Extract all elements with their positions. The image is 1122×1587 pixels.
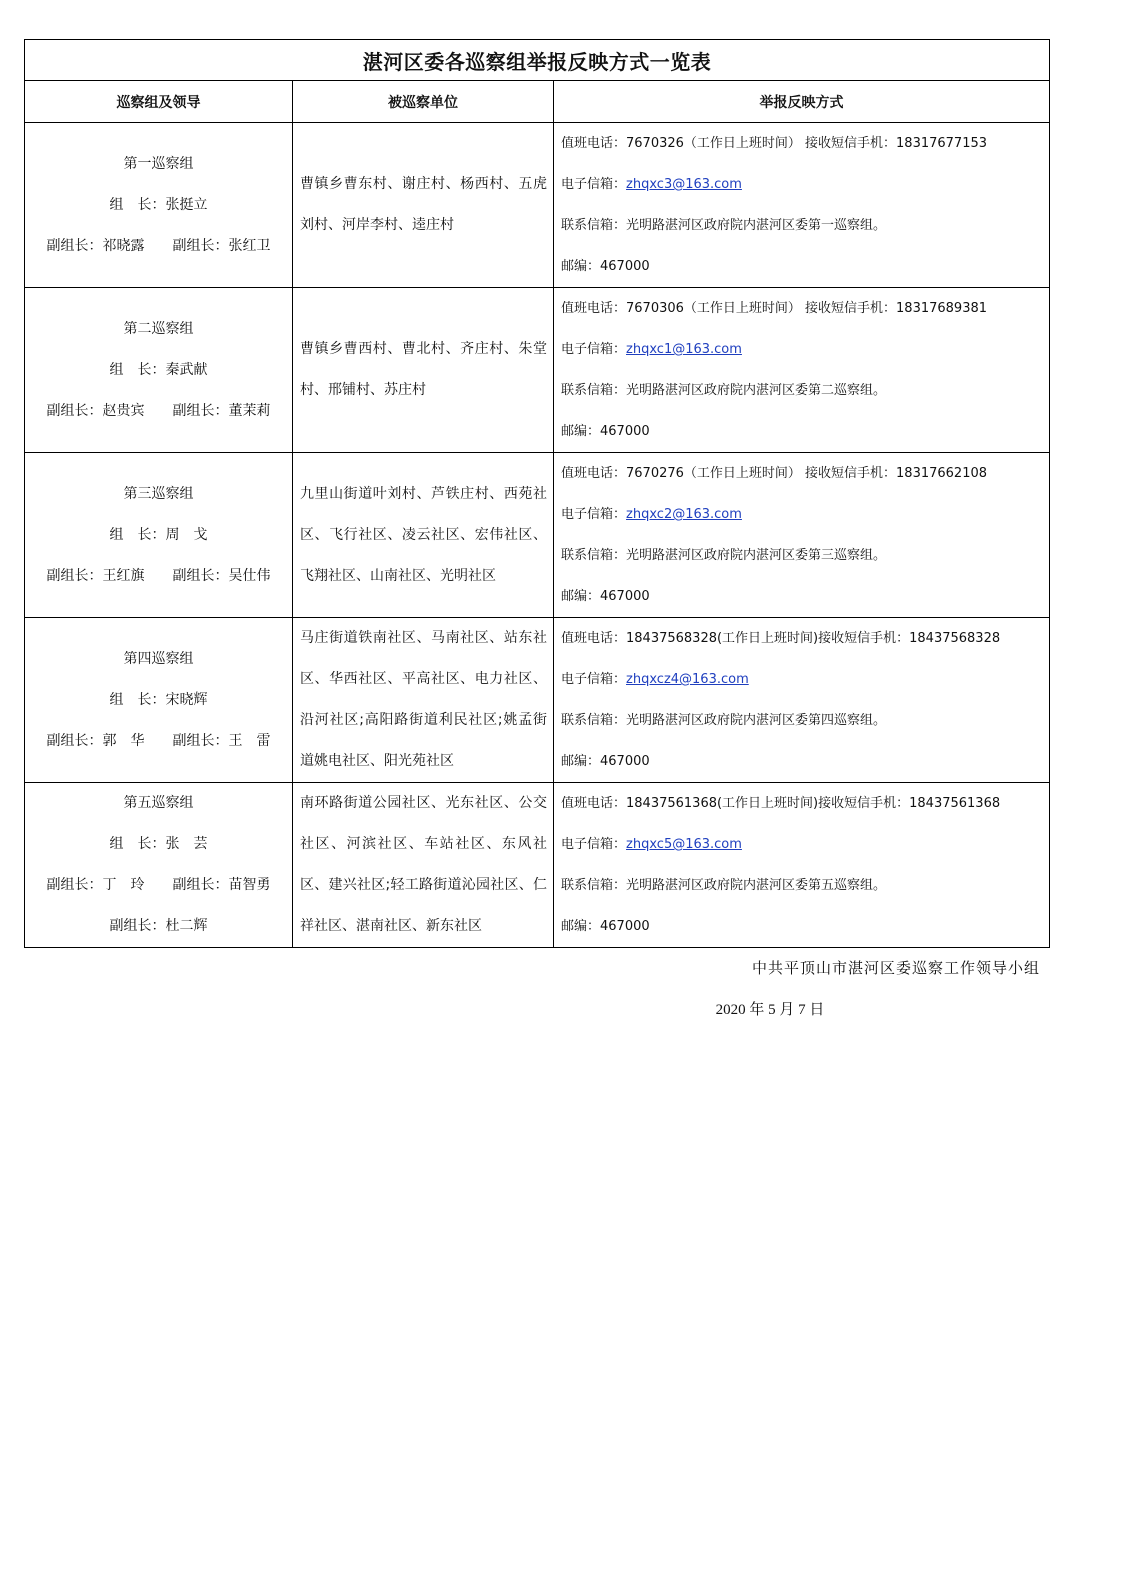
inspected-units-cell: 曹镇乡曹东村、谢庄村、杨西村、五虎刘村、河岸李村、逵庄村 bbox=[293, 123, 554, 288]
group-leaders-cell bbox=[25, 453, 293, 618]
table-row bbox=[25, 783, 1050, 948]
email-link[interactable]: zhqxc3@163.com bbox=[626, 177, 742, 192]
email-label: 电子信箱： bbox=[561, 672, 627, 687]
group-deputies: 副组长：赵贵宾 副组长：董茉莉 bbox=[46, 402, 271, 419]
inspected-units-cell: 曹镇乡曹西村、曹北村、齐庄村、朱堂村、邢铺村、苏庄村 bbox=[293, 288, 554, 453]
email-label: 电子信箱： bbox=[561, 507, 627, 522]
group-leaders-cell bbox=[25, 288, 293, 453]
group-name: 第一巡察组 bbox=[123, 155, 194, 172]
inspected-units-cell: 九里山街道叶刘村、芦铁庄村、西苑社区、飞行社区、凌云社区、宏伟社区、飞翔社区、山南社区、光明社区 bbox=[293, 453, 554, 618]
group-leaders-cell bbox=[25, 783, 293, 948]
page-title: 湛河区委各巡察组举报反映方式一览表 bbox=[25, 40, 1050, 81]
phone-line: 值班电话：7670326（工作日上班时间） 接收短信手机：18317677153 bbox=[561, 136, 988, 151]
mailbox-line: 联系信箱：光明路湛河区政府院内湛河区委第一巡察组。 bbox=[561, 218, 887, 233]
contact-cell bbox=[554, 288, 1050, 453]
email-line bbox=[561, 494, 1049, 535]
group-deputies: 副组长：王红旗 副组长：吴仕伟 bbox=[46, 567, 271, 584]
postcode-line: 邮编：467000 bbox=[561, 259, 650, 274]
table-row bbox=[25, 288, 1050, 453]
contact-cell bbox=[554, 123, 1050, 288]
contact-cell bbox=[554, 453, 1050, 618]
issuing-organization: 中共平顶山市湛河区委巡察工作领导小组 bbox=[751, 959, 1040, 977]
group-name: 第五巡察组 bbox=[123, 795, 194, 811]
postcode-line: 邮编：467000 bbox=[561, 754, 650, 769]
column-header-contact: 举报反映方式 bbox=[554, 81, 1050, 123]
group-leader: 组 长：张 芸 bbox=[109, 836, 208, 852]
phone-line: 值班电话：18437568328(工作日上班时间)接收短信手机：18437568328 bbox=[561, 631, 1001, 646]
group-leader: 组 长：秦武献 bbox=[109, 361, 208, 378]
title-row bbox=[25, 40, 1050, 81]
mailbox-line: 联系信箱：光明路湛河区政府院内湛河区委第四巡察组。 bbox=[561, 713, 887, 728]
email-label: 电子信箱： bbox=[561, 177, 627, 192]
group-deputies: 副组长：丁 玲 副组长：苗智勇 bbox=[46, 877, 271, 893]
header-row bbox=[25, 81, 1050, 123]
email-label: 电子信箱： bbox=[561, 837, 627, 852]
contact-cell bbox=[554, 618, 1050, 783]
phone-line: 值班电话：18437561368(工作日上班时间)接收短信手机：18437561368 bbox=[561, 796, 1001, 811]
group-leader: 组 长：张挺立 bbox=[109, 196, 208, 213]
group-name: 第三巡察组 bbox=[123, 485, 194, 502]
group-deputies-extra: 副组长：杜二辉 bbox=[109, 918, 208, 934]
postcode-line: 邮编：467000 bbox=[561, 589, 650, 604]
phone-line: 值班电话：7670276（工作日上班时间） 接收短信手机：18317662108 bbox=[561, 466, 988, 481]
mailbox-line: 联系信箱：光明路湛河区政府院内湛河区委第二巡察组。 bbox=[561, 383, 887, 398]
email-link[interactable]: zhqxc1@163.com bbox=[626, 342, 742, 357]
table-row bbox=[25, 453, 1050, 618]
postcode-line: 邮编：467000 bbox=[561, 424, 650, 439]
email-label: 电子信箱： bbox=[561, 342, 627, 357]
group-leaders-cell bbox=[25, 618, 293, 783]
group-leader: 组 长：宋晓辉 bbox=[109, 691, 208, 708]
inspected-units-cell: 马庄街道铁南社区、马南社区、站东社区、华西社区、平高社区、电力社区、沿河社区;高阳路街道利民社区;姚孟街道姚电社区、阳光苑社区 bbox=[293, 618, 554, 783]
report-table bbox=[24, 39, 1050, 948]
column-header-group: 巡察组及领导 bbox=[25, 81, 293, 123]
column-header-units: 被巡察单位 bbox=[293, 81, 554, 123]
group-leaders-cell bbox=[25, 123, 293, 288]
phone-line: 值班电话：7670306（工作日上班时间） 接收短信手机：18317689381 bbox=[561, 301, 988, 316]
email-line bbox=[561, 329, 1049, 370]
mailbox-line: 联系信箱：光明路湛河区政府院内湛河区委第五巡察组。 bbox=[561, 878, 887, 893]
email-link[interactable]: zhqxc5@163.com bbox=[626, 837, 742, 852]
group-deputies: 副组长：祁晓露 副组长：张红卫 bbox=[46, 237, 271, 254]
table-row bbox=[25, 123, 1050, 288]
group-leader: 组 长：周 戈 bbox=[109, 526, 208, 543]
email-line bbox=[561, 164, 1049, 205]
contact-cell bbox=[554, 783, 1050, 948]
table-row bbox=[25, 618, 1050, 783]
postcode-line: 邮编：467000 bbox=[561, 919, 650, 934]
issue-date: 2020 年 5 月 7 日 bbox=[715, 1002, 825, 1018]
group-name: 第四巡察组 bbox=[123, 650, 194, 667]
inspected-units-cell: 南环路街道公园社区、光东社区、公交社区、河滨社区、车站社区、东风社区、建兴社区;轻工路街道沁园社区、仁祥社区、湛南社区、新东社区 bbox=[293, 783, 554, 948]
email-line bbox=[561, 659, 1049, 700]
group-name: 第二巡察组 bbox=[123, 320, 194, 337]
email-link[interactable]: zhqxc2@163.com bbox=[626, 507, 742, 522]
email-link[interactable]: zhqxcz4@163.com bbox=[626, 672, 749, 687]
mailbox-line: 联系信箱：光明路湛河区政府院内湛河区委第三巡察组。 bbox=[561, 548, 887, 563]
email-line bbox=[561, 824, 1049, 865]
group-deputies: 副组长：郭 华 副组长：王 雷 bbox=[46, 732, 271, 749]
